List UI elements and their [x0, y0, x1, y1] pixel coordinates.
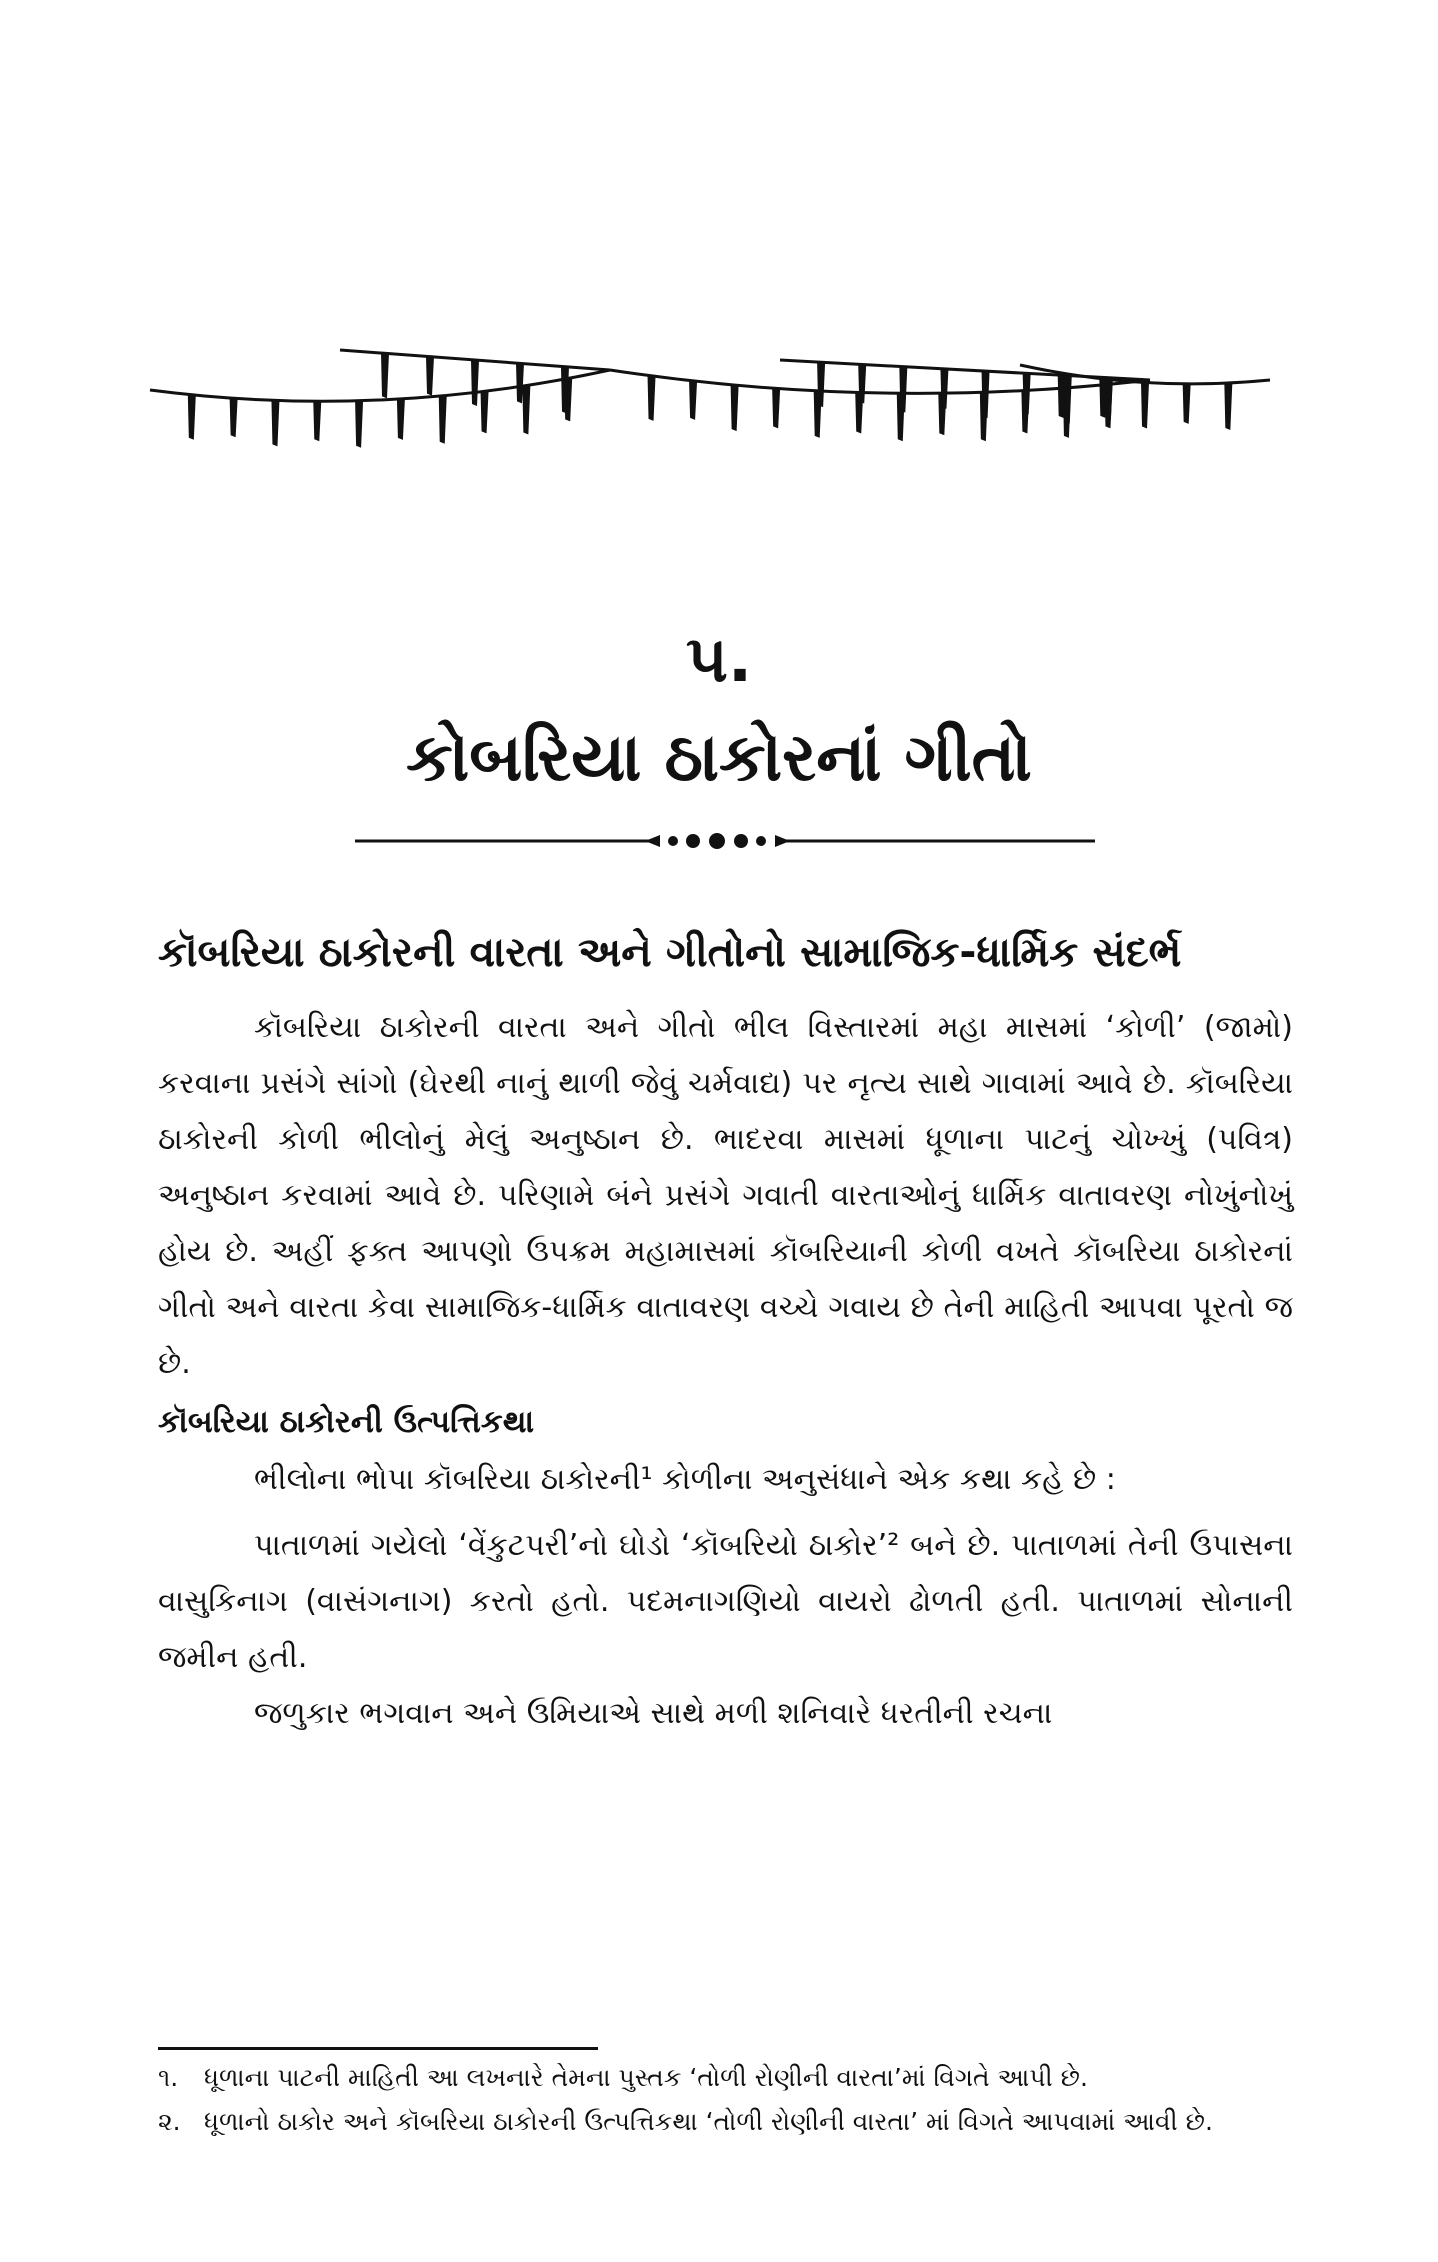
garland-flag: [439, 396, 447, 444]
section-heading: કૉબરિયા ઠાકોરની વારતા અને ગીતોનો સામાજિક-ધાર્મિક સંદર્ભ: [158, 928, 1182, 976]
garland-flag: [899, 367, 907, 413]
garland-flag: [817, 362, 825, 407]
garland-flag: [731, 385, 739, 431]
garland-flag: [471, 360, 479, 406]
garland-flag: [1023, 373, 1031, 414]
garland-flag: [1224, 383, 1232, 430]
paragraph: પાતાળમાં ગયેલો ‘વેંકુટપરી’નો ઘોડો ‘કૉબરિયો ઠાકોર’² બને છે. પાતાળમાં તેની ઉપાસના વાસુકિનાગ (વાસંગનાગ) કરતો હતો. પદમનાગણિયો વાયરો ઢોળતી હતી. પાતાળમાં સોનાની જમીન હતી.: [158, 1528, 1293, 1675]
garland-flag: [481, 391, 489, 433]
garland-flag: [1141, 383, 1149, 429]
footnotes: [158, 2056, 1293, 2144]
garland-flag: [355, 401, 363, 448]
subsection-heading: કૉબરિયા ઠાકોરની ઉત્પત્તિકથા: [158, 1404, 535, 1440]
footnote-mark: ૧.: [158, 2063, 179, 2092]
garland-flag: [271, 400, 279, 446]
garland-flag: [313, 401, 321, 441]
garland-string: [150, 370, 610, 401]
footnote: [158, 2100, 1293, 2144]
garland-flag: [397, 399, 405, 440]
garland-flag: [188, 395, 196, 440]
chapter-title: કોબરિયા ઠાકોરનાં ગીતો: [406, 719, 1032, 796]
garland-flag: [772, 388, 780, 428]
paragraph: કૉબરિયા ઠાકોરની વારતા અને ગીતો ભીલ વિસ્તારમાં મહા માસમાં ‘કોળી’ (જામો) કરવાના પ્રસંગે સાંગો (ઘેરથી નાનું થાળી જેવું ચર્મવાદ્ય) પર નૃત્ય સાથે ગાવામાં આવે છે. કૉબરિયા ઠાકોરની કોળી ભીલોનું મેલું અનુષ્ઠાન છે. ભાદરવા માસમાં ધૂળાના પાટનું ચોખ્ખું (પવિત્ર) અનુષ્ઠાન કરવામાં આવે છે. પરિણામે બંને પ્રસંગે ગવાતી વારતાઓનું ધાર્મિક વાતાવરણ નોખુંનોખું હોય છે. અહીં ફક્ત આપણો ઉપક્રમ મહામાસમાં કૉબરિયાની કોળી વખતે કૉબરિયા ઠાકોરનાં ગીતો અને વારતા કેવા સામાજિક-ધાર્મિક વાતાવરણ વચ્ચે ગવાય છે તેની માહિતી આપવા પૂરતો જ છે.: [158, 1010, 1293, 1381]
garland-flag: [858, 364, 866, 403]
garland-flag: [940, 369, 948, 409]
garland-flag: [381, 353, 389, 398]
garland-flag: [648, 376, 656, 421]
garland-flag: [522, 386, 530, 435]
paragraph: ભીલોના ભોપા કૉબરિયા ઠાકોરની¹ કોળીના અનુસંધાને એક કથા કહે છે :: [254, 1462, 1116, 1497]
footnote-text: ધૂળાના પાટની માહિતી આ લખનારે તેમના પુસ્તક ‘તોળી રોણીની વારતા’માં વિગતે આપી છે.: [204, 2063, 1088, 2092]
garland-flag: [689, 381, 697, 420]
footnote-mark: ૨.: [158, 2107, 181, 2136]
footnote: [158, 2056, 1293, 2100]
garland-flag: [230, 398, 238, 437]
footnote-rule: [158, 2047, 598, 2050]
garland-flag: [982, 371, 990, 418]
flag-garland-ornament: [140, 330, 1280, 510]
footnote-text: ધૂળાનો ઠાકોર અને કૉબરિયા ઠાકોરની ઉત્પત્તિકથા ‘તોળી રોણીની વારતા’ માં વિગતે આપવામાં આવી છે.: [204, 2107, 1213, 2136]
garland-flag: [426, 357, 434, 396]
chapter-number: ૫.: [685, 623, 753, 697]
body-text: [158, 1000, 1293, 1742]
garland-flag: [1183, 384, 1191, 424]
ornamental-divider: [355, 826, 1095, 856]
paragraph: જળુકાર ભગવાન અને ઉમિયાએ સાથે મળી શનિવારે ધરતીની રચના: [254, 1696, 1053, 1731]
